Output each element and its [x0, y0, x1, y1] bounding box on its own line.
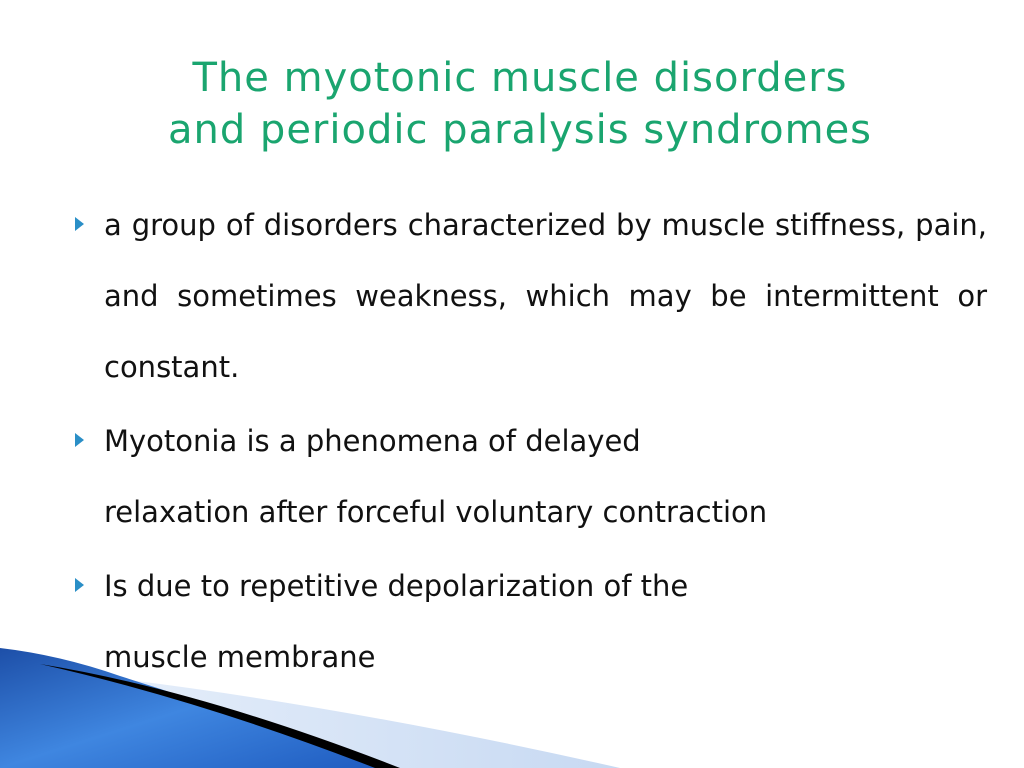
bullet-text-3-line-2: muscle membrane — [104, 640, 376, 674]
bullet-text-2-line-1: Myotonia is a phenomena of delayed — [104, 424, 641, 458]
title-line-1: The myotonic muscle disorders — [192, 55, 848, 101]
bullet-item-1 — [72, 190, 987, 403]
triangle-right-icon — [75, 217, 84, 231]
bullet-item-3 — [72, 551, 987, 693]
bullet-text-3-line-1: Is due to repetitive depolarization of the — [104, 569, 689, 603]
triangle-right-icon — [75, 433, 84, 447]
bullet-item-2 — [72, 406, 987, 548]
bullet-text-2-line-2: relaxation after forceful voluntary contraction — [104, 495, 768, 529]
bullet-text-1: a group of disorders characterized by muscle stiffness, pain, and sometimes weakness, which may be intermittent or constant. — [104, 208, 987, 384]
slide-title — [60, 52, 980, 156]
bullet-list — [72, 190, 987, 696]
title-line-2: and periodic paralysis syndromes — [167, 107, 873, 153]
triangle-right-icon — [75, 578, 84, 592]
